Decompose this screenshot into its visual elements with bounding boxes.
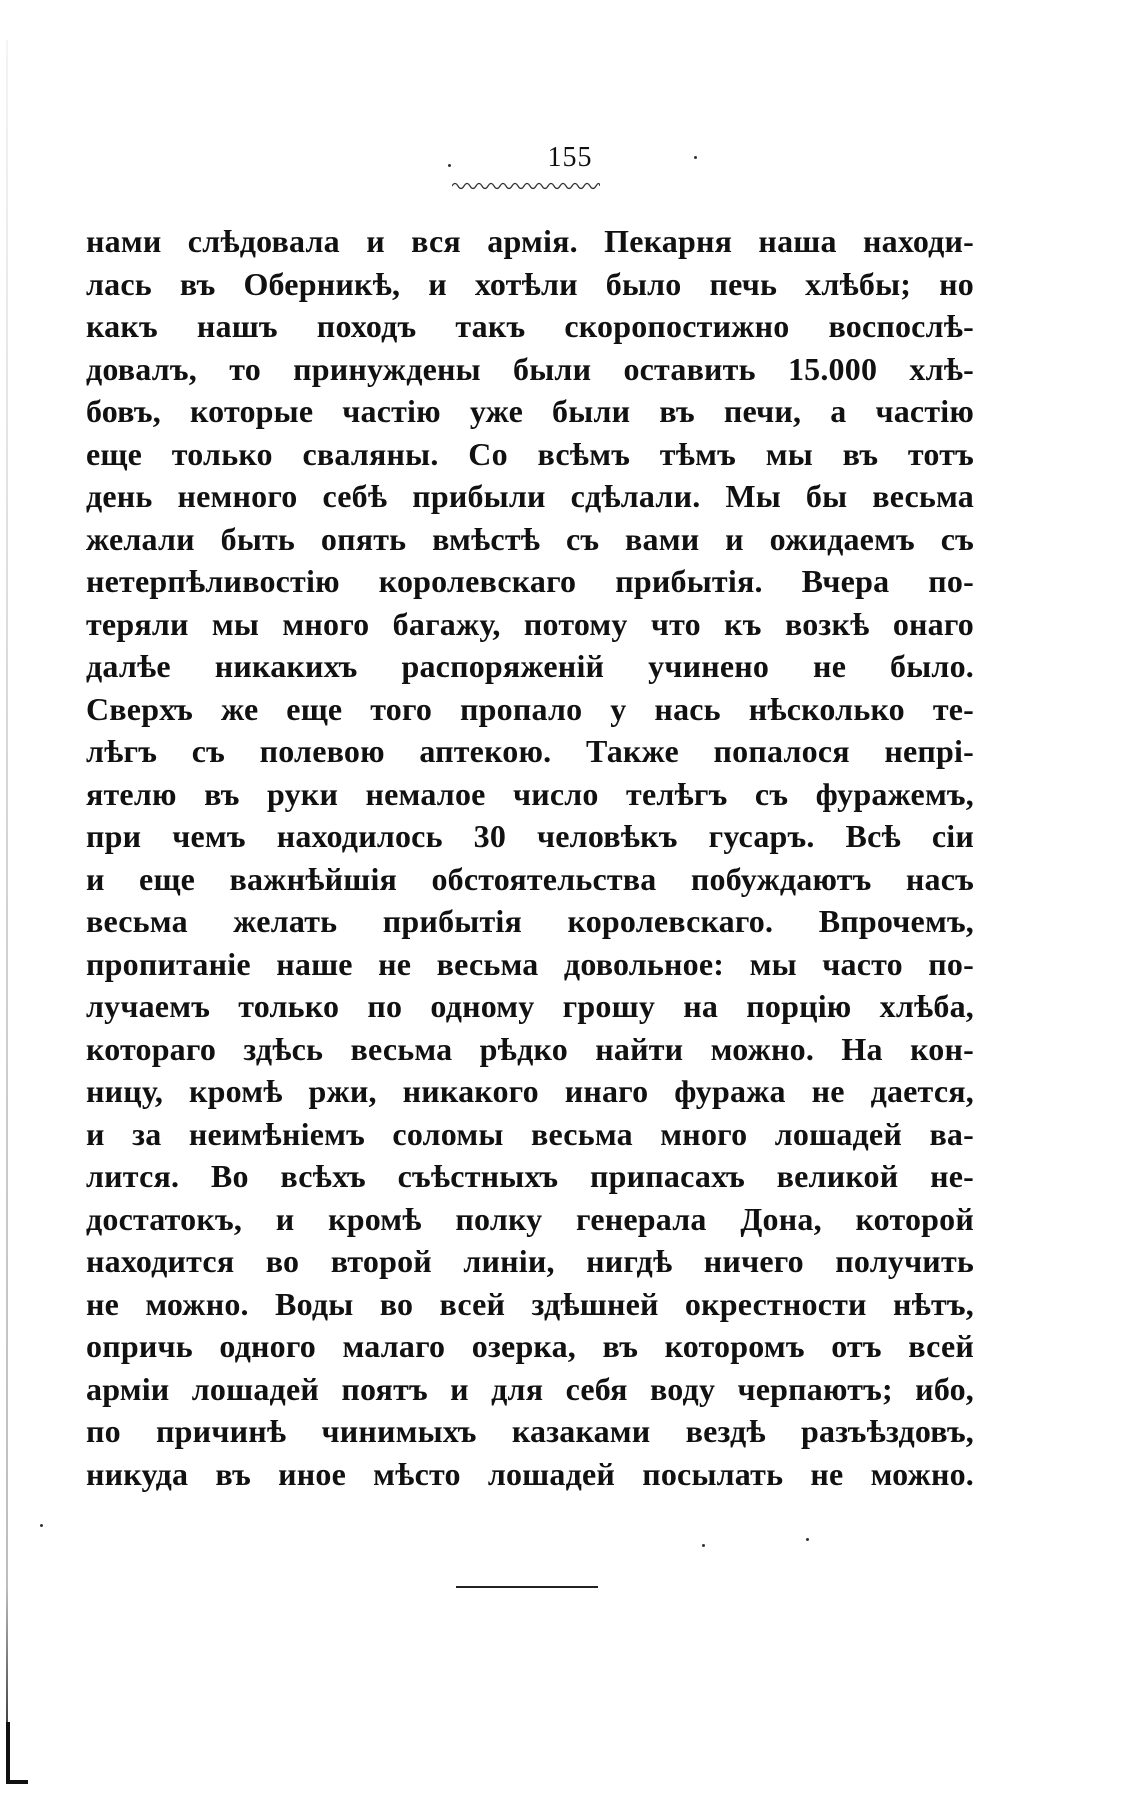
text-line: довалъ, то принуждены были оставить 15.000 хлѣ- bbox=[86, 350, 974, 387]
text-line: котораго здѣсь весьма рѣдко найти можно. На кон- bbox=[86, 1030, 974, 1067]
text-line: никуда въ иное мѣсто лошадей посылать не можно. bbox=[86, 1455, 974, 1492]
text-line: нами слѣдовала и вся армія. Пекарня наша находи- bbox=[86, 223, 974, 259]
text-line: достатокъ, и кромѣ полку генерала Дона, которой bbox=[86, 1200, 974, 1237]
text-line: опричь одного малаго озерка, въ которомъ отъ всей bbox=[86, 1328, 974, 1364]
text-line: бовъ, которые частію уже были въ печи, а частію bbox=[86, 393, 974, 429]
text-line: ницу, кромѣ ржи, никакого инаго фуража не дается, bbox=[86, 1073, 974, 1109]
text-line: лась въ Оберникѣ, и хотѣли было печь хлѣбы; но bbox=[86, 265, 974, 302]
text-line: не можно. Воды во всей здѣшней окрестности нѣтъ, bbox=[86, 1285, 974, 1322]
text-line: Сверхъ же еще того пропало у нась нѣсколько те- bbox=[86, 690, 974, 727]
text-line: лится. Во всѣхъ съѣстныхъ припасахъ великой не- bbox=[86, 1158, 974, 1194]
binding-mark-foot bbox=[6, 1780, 28, 1784]
text-line: пропитаніе наше не весьма довольное: мы часто по- bbox=[86, 945, 974, 982]
text-line: нетерпѣливостію королевскаго прибытія. Вчера по- bbox=[86, 563, 974, 599]
text-line: арміи лошадей поятъ и для себя воду черпаютъ; ибо, bbox=[86, 1370, 974, 1407]
text-line: желали быть опять вмѣстѣ съ вами и ожидаемъ съ bbox=[86, 520, 974, 557]
text-line: ятелю въ руки немалое число телѣгъ съ фуражемъ, bbox=[86, 775, 974, 812]
text-line: далѣе никакихъ распоряженій учинено не было. bbox=[86, 648, 974, 684]
text-line: еще только сваляны. Со всѣмъ тѣмъ мы въ тотъ bbox=[86, 435, 974, 472]
scan-speck bbox=[40, 1524, 43, 1527]
text-line: лѣгъ съ полевою аптекою. Также попалося непрі- bbox=[86, 733, 974, 769]
text-line: лучаемъ только по одному грошу на порцію хлѣба, bbox=[86, 988, 974, 1024]
text-line: теряли мы много багажу, потому что къ возкѣ онаго bbox=[86, 605, 974, 642]
end-rule bbox=[456, 1586, 598, 1588]
text-line: какъ нашъ походъ такъ скоропостижно воспослѣ- bbox=[86, 308, 974, 344]
decorative-wavy-rule bbox=[452, 180, 600, 192]
text-line: и еще важнѣйшія обстоятельства побуждаютъ насъ bbox=[86, 860, 974, 897]
body-text bbox=[86, 220, 974, 1495]
text-line: весьма желать прибытія королевскаго. Впрочемъ, bbox=[86, 903, 974, 939]
page-edge-shadow bbox=[6, 40, 8, 1760]
scan-speck bbox=[806, 1538, 809, 1541]
scan-speck bbox=[448, 164, 451, 167]
text-line: по причинѣ чинимыхъ казаками вездѣ разъѣздовъ, bbox=[86, 1413, 974, 1449]
text-line: при чемъ находилось 30 человѣкъ гусаръ. Всѣ сіи bbox=[86, 818, 974, 854]
text-line: день немного себѣ прибыли сдѣлали. Мы бы весьма bbox=[86, 478, 974, 514]
page-number: 155 bbox=[547, 142, 593, 173]
binding-mark bbox=[6, 1722, 10, 1784]
scan-speck bbox=[694, 156, 697, 159]
scan-speck bbox=[702, 1544, 705, 1547]
text-line: находится во второй линіи, нигдѣ ничего получить bbox=[86, 1243, 974, 1279]
text-line: и за неимѣніемъ соломы весьма много лошадей ва- bbox=[86, 1115, 974, 1152]
